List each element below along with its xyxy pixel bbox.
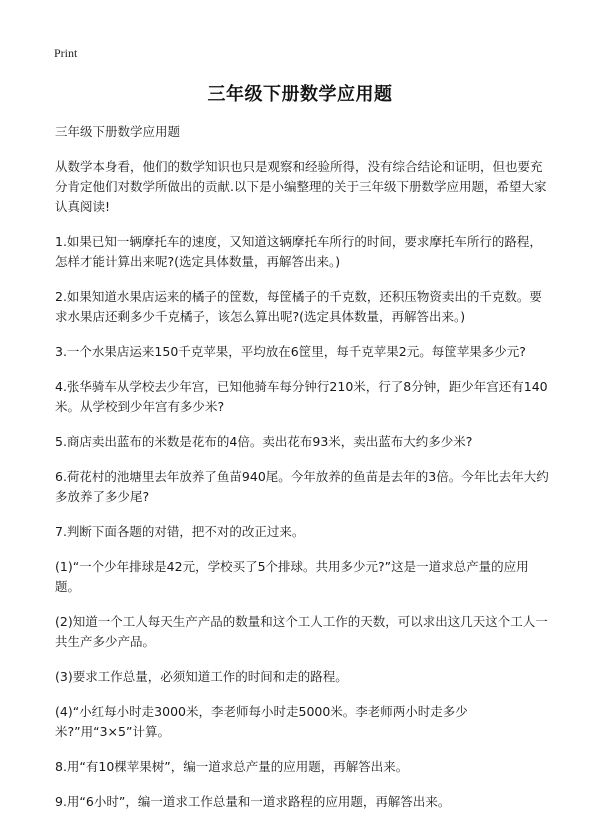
question-paragraph: 9.用“6小时”，编一道求工作总量和一道求路程的应用题，再解答出来。 bbox=[55, 794, 451, 809]
intro-paragraph: 从数学本身看，他们的数学知识也只是观察和经验所得，没有综合结论和证明，但也要充分肯定他们对数学所做出的贡献.以下是小编整理的关于三年级下册数学应用题，希望大家认真阅读! bbox=[55, 159, 547, 214]
question-paragraph: 6.荷花村的池塘里去年放养了鱼苗940尾。今年放养的鱼苗是去年的3倍。今年比去年大约多放养了多少尾? bbox=[55, 469, 549, 504]
document-body bbox=[55, 122, 550, 827]
question-paragraph: 2.如果知道水果店运来的橘子的筐数，每筐橘子的千克数，还积压物资卖出的千克数。要求水果店还剩多少千克橘子，该怎么算出呢?(选定具体数量，再解答出来。) bbox=[55, 289, 542, 324]
question-paragraph: (2)知道一个工人每天生产产品的数量和这个工人工作的天数，可以求出这几天这个工人一共生产多少产品。 bbox=[55, 614, 548, 649]
question-paragraph: 8.用“有10棵苹果树”，编一道求总产量的应用题，再解答出来。 bbox=[55, 759, 409, 774]
question-paragraph: 4.张华骑车从学校去少年宫，已知他骑车每分钟行210米，行了8分钟，距少年宫还有140米。从学校到少年宫有多少米? bbox=[55, 379, 548, 414]
question-paragraph: (1)“一个少年排球是42元，学校买了5个排球。共用多少元?”这是一道求总产量的应用题。 bbox=[55, 559, 529, 594]
question-paragraph: 5.商店卖出蓝布的米数是花布的4倍。卖出花布93米，卖出蓝布大约多少米? bbox=[55, 434, 473, 449]
document-title: 三年级下册数学应用题 bbox=[207, 84, 393, 105]
question-paragraph: (4)“小红每小时走3000米，李老师每小时走5000米。李老师两小时走多少米?”用“3×5”计算。 bbox=[55, 704, 468, 739]
document-subtitle: 三年级下册数学应用题 bbox=[55, 124, 181, 139]
question-paragraph: 1.如果已知一辆摩托车的速度，又知道这辆摩托车所行的时间，要求摩托车所行的路程，怎样才能计算出来呢?(选定具体数量，再解答出来。) bbox=[55, 234, 542, 269]
question-paragraph: 7.判断下面各题的对错，把不对的改正过来。 bbox=[55, 524, 305, 539]
print-label: Print bbox=[54, 46, 78, 60]
question-paragraph: (3)要求工作总量，必须知道工作的时间和走的路程。 bbox=[55, 669, 348, 684]
question-paragraph: 3.一个水果店运来150千克苹果，平均放在6筐里，每千克苹果2元。每筐苹果多少元? bbox=[55, 344, 526, 359]
